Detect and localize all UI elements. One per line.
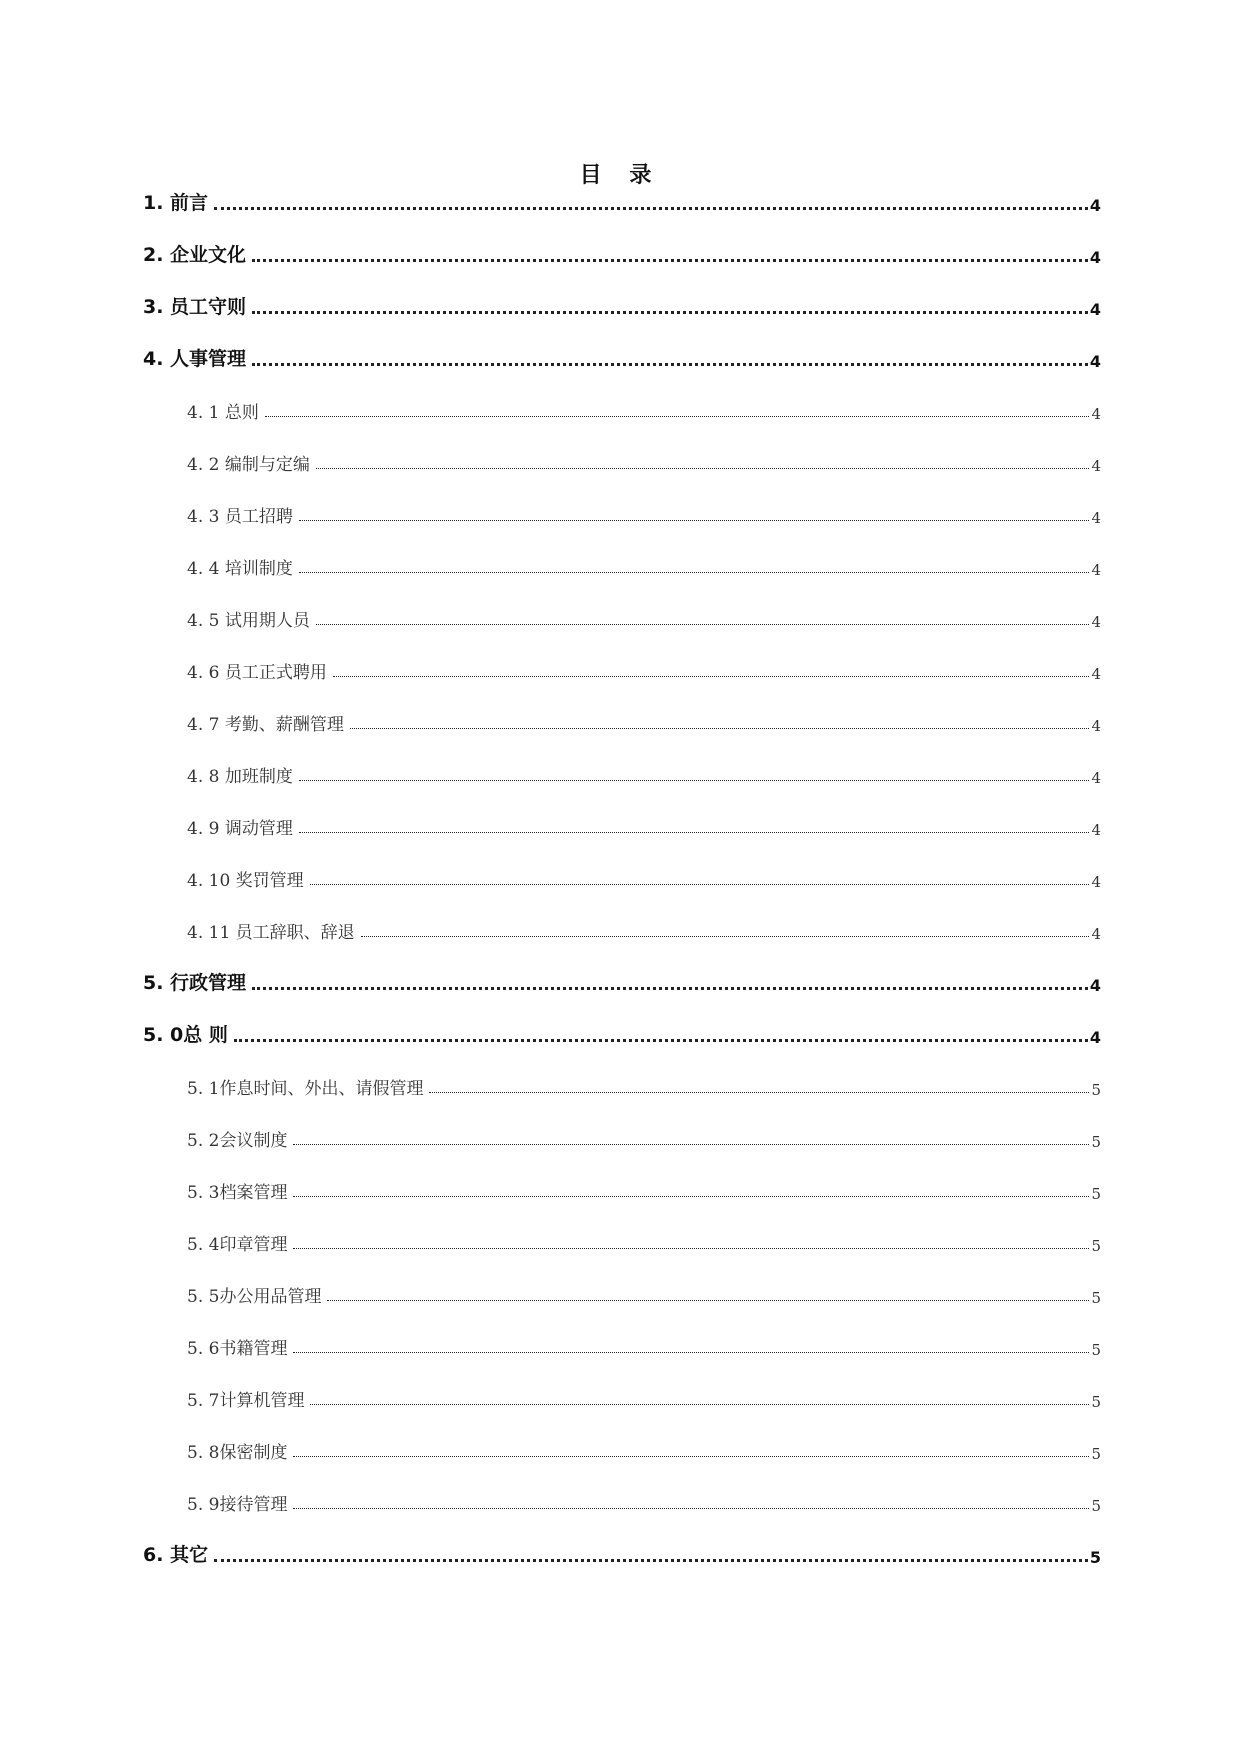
toc-dot-leader: [293, 1455, 1089, 1457]
toc-entry-page-number: 4: [1089, 352, 1101, 371]
toc-entry-page-number: 4: [1089, 1028, 1101, 1047]
toc-entry-page-number: 4: [1091, 561, 1101, 579]
toc-dot-leader: [316, 467, 1090, 469]
toc-entry-label: 4. 2 编制与定编: [187, 455, 310, 475]
toc-entry-page-number: 5: [1091, 1445, 1101, 1463]
toc-entry-label: 5. 4印章管理: [187, 1235, 288, 1255]
toc-dot-leader: [293, 1195, 1089, 1197]
toc-entry-page-number: 4: [1091, 405, 1101, 423]
toc-entry-page-number: 4: [1091, 717, 1101, 735]
toc-entry-label: 4. 3 员工招聘: [187, 507, 293, 527]
toc-dot-leader: [293, 1143, 1089, 1145]
toc-dot-leader: [293, 1247, 1089, 1249]
toc-entry-label: 4. 11 员工辞职、辞退: [187, 923, 355, 943]
toc-entry-label: 4. 人事管理: [143, 348, 247, 370]
toc-dot-leader: [361, 935, 1090, 937]
toc-entry-label: 4. 1 总则: [187, 403, 259, 423]
toc-entry[interactable]: [143, 1019, 1101, 1047]
toc-entry-page-number: 4: [1091, 769, 1101, 787]
toc-entry-label: 5. 5办公用品管理: [187, 1287, 322, 1307]
toc-dot-leader: [293, 1351, 1089, 1353]
toc-dot-leader: [333, 675, 1090, 677]
toc-entry-label: 5. 2会议制度: [187, 1131, 288, 1151]
toc-entry[interactable]: [187, 447, 1101, 475]
toc-entry-label: 5. 6书籍管理: [187, 1339, 288, 1359]
toc-entry-label: 4. 10 奖罚管理: [187, 871, 304, 891]
toc-dot-leader: [327, 1299, 1089, 1301]
toc-entry-page-number: 5: [1091, 1237, 1101, 1255]
page-title: 目 录: [579, 163, 662, 188]
toc-entry-label: 5. 3档案管理: [187, 1183, 288, 1203]
toc-entry-page-number: 4: [1089, 248, 1101, 267]
toc-dot-leader: [214, 206, 1088, 210]
toc-entry[interactable]: [143, 1539, 1101, 1567]
toc-dot-leader: [252, 310, 1088, 314]
toc-entry[interactable]: [187, 759, 1101, 787]
toc-entry-page-number: 5: [1091, 1133, 1101, 1151]
toc-entry-page-number: 4: [1091, 925, 1101, 943]
toc-entry[interactable]: [143, 239, 1101, 267]
toc-entry-label: 4. 6 员工正式聘用: [187, 663, 327, 683]
toc-entry[interactable]: [187, 915, 1101, 943]
toc-entry[interactable]: [143, 967, 1101, 995]
toc-entry-label: 4. 9 调动管理: [187, 819, 293, 839]
toc-entry-label: 5. 1作息时间、外出、请假管理: [187, 1079, 424, 1099]
toc-entry[interactable]: [187, 707, 1101, 735]
toc-entry[interactable]: [187, 863, 1101, 891]
toc-dot-leader: [214, 1558, 1088, 1562]
toc-dot-leader: [429, 1091, 1089, 1093]
toc-entry-label: 4. 4 培训制度: [187, 559, 293, 579]
toc-entry-page-number: 4: [1091, 873, 1101, 891]
toc-entry-page-number: 4: [1089, 300, 1101, 319]
toc-dot-leader: [252, 258, 1088, 262]
toc-entry[interactable]: [187, 1383, 1101, 1411]
toc-entry-label: 5. 8保密制度: [187, 1443, 288, 1463]
toc-entry-page-number: 5: [1091, 1497, 1101, 1515]
toc-dot-leader: [252, 362, 1088, 366]
toc-entry[interactable]: [187, 1227, 1101, 1255]
toc-entry-label: 4. 7 考勤、薪酬管理: [187, 715, 344, 735]
toc-entry[interactable]: [143, 343, 1101, 371]
toc-entry-page-number: 4: [1091, 613, 1101, 631]
toc-entry[interactable]: [187, 811, 1101, 839]
toc-dot-leader: [265, 415, 1090, 417]
toc-entry[interactable]: [143, 187, 1101, 215]
toc-entry[interactable]: [143, 291, 1101, 319]
toc-entry-label: 5. 9接待管理: [187, 1495, 288, 1515]
toc-dot-leader: [299, 831, 1090, 833]
toc-entry-page-number: 4: [1091, 509, 1101, 527]
toc-entry-label: 1. 前言: [143, 192, 209, 214]
toc-entry-page-number: 5: [1091, 1393, 1101, 1411]
toc-dot-leader: [299, 571, 1090, 573]
toc-dot-leader: [234, 1038, 1088, 1042]
toc-entry-page-number: 5: [1089, 1548, 1101, 1567]
toc-entry-page-number: 4: [1089, 196, 1101, 215]
toc-entry-page-number: 5: [1091, 1341, 1101, 1359]
toc-entry[interactable]: [187, 551, 1101, 579]
toc-entry-label: 2. 企业文化: [143, 244, 247, 266]
toc-entry-label: 3. 员工守则: [143, 296, 247, 318]
toc-entry-page-number: 4: [1091, 821, 1101, 839]
toc-entry-page-number: 5: [1091, 1081, 1101, 1099]
toc-dot-leader: [293, 1507, 1089, 1509]
toc-dot-leader: [350, 727, 1090, 729]
toc-entry[interactable]: [187, 1279, 1101, 1307]
toc-entry[interactable]: [187, 1123, 1101, 1151]
toc-dot-leader: [310, 883, 1090, 885]
toc-entry-page-number: 4: [1091, 665, 1101, 683]
toc-entry[interactable]: [187, 1435, 1101, 1463]
toc-entry-page-number: 5: [1091, 1185, 1101, 1203]
toc-entry-page-number: 5: [1091, 1289, 1101, 1307]
toc-entry[interactable]: [187, 655, 1101, 683]
toc-entry[interactable]: [187, 1487, 1101, 1515]
toc-dot-leader: [316, 623, 1090, 625]
toc-entry[interactable]: [187, 395, 1101, 423]
toc-dot-leader: [252, 986, 1088, 990]
toc-entry-label: 5. 0总 则: [143, 1024, 228, 1046]
toc-entry[interactable]: [187, 603, 1101, 631]
toc-dot-leader: [310, 1403, 1089, 1405]
toc-entry-label: 5. 7计算机管理: [187, 1391, 305, 1411]
toc-entry[interactable]: [187, 1071, 1101, 1099]
toc-entry-label: 6. 其它: [143, 1544, 209, 1566]
toc-dot-leader: [299, 519, 1090, 521]
toc-dot-leader: [299, 779, 1090, 781]
toc-entry-page-number: 4: [1089, 976, 1101, 995]
toc-entry[interactable]: [187, 1331, 1101, 1359]
toc-entry[interactable]: [187, 1175, 1101, 1203]
toc-entry-label: 4. 8 加班制度: [187, 767, 293, 787]
toc-entry-label: 4. 5 试用期人员: [187, 611, 310, 631]
toc-entry-label: 5. 行政管理: [143, 972, 247, 994]
toc-entry-page-number: 4: [1091, 457, 1101, 475]
toc-entry[interactable]: [187, 499, 1101, 527]
